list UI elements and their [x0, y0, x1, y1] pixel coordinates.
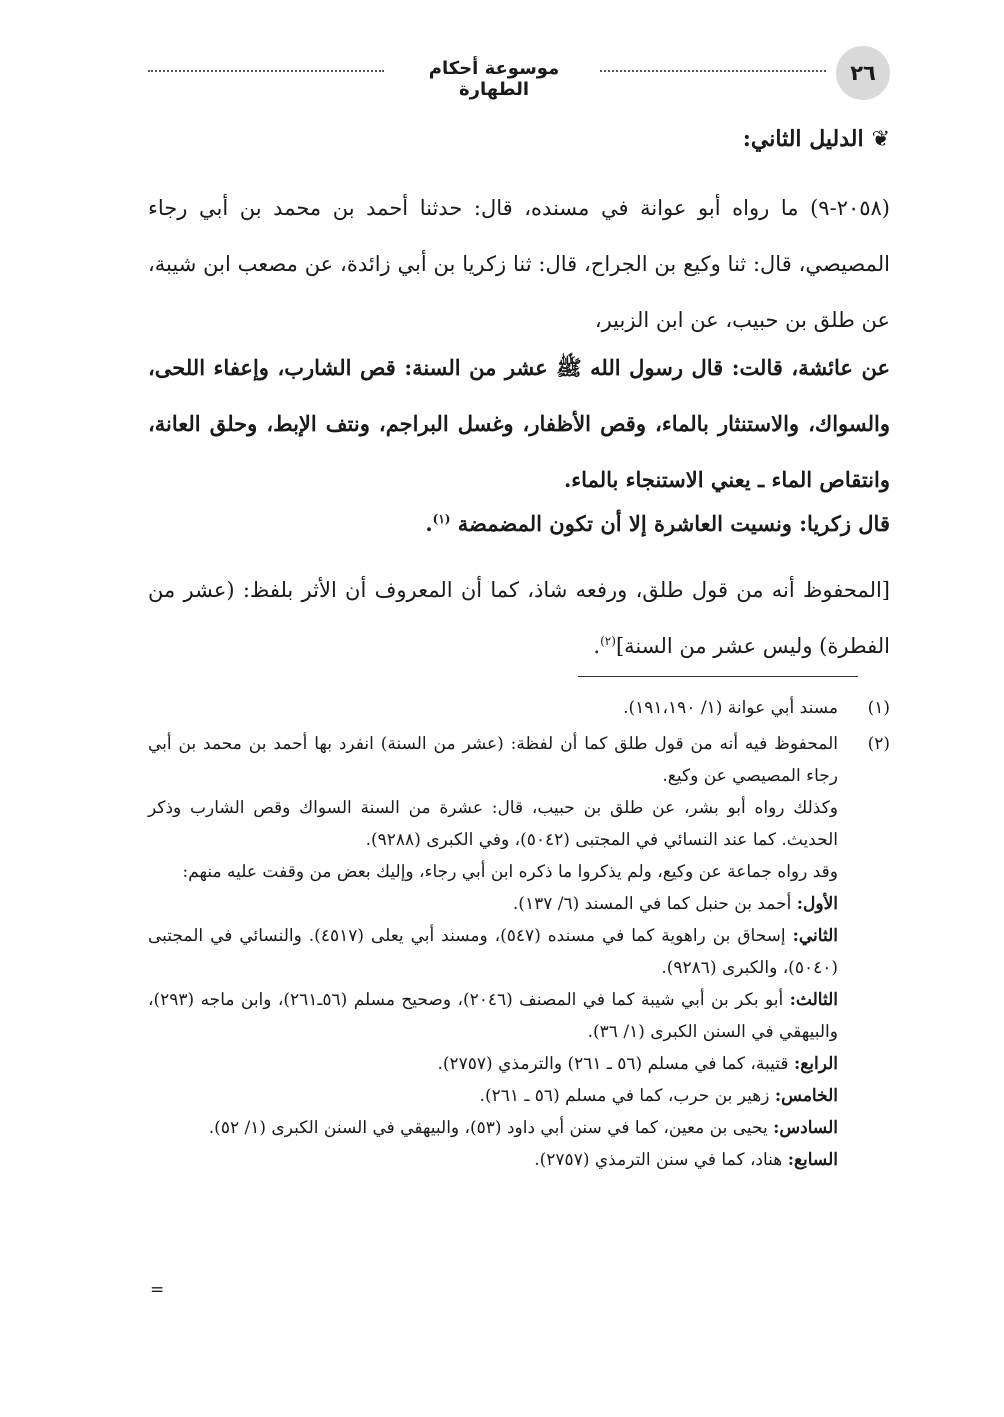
- footnote-para-b: وقد رواه جماعة عن وكيع، ولم يذكروا ما ذكره ابن أبي رجاء، وإليك بعض من وقفت عليه منهم:: [182, 862, 838, 882]
- heading-text: الدليل الثاني:: [742, 126, 864, 152]
- footnote-ref-1[interactable]: (١): [432, 512, 451, 526]
- item-label: الرابع:: [793, 1054, 838, 1074]
- section-heading: [148, 126, 890, 152]
- leaf-ornament-icon: ❦: [871, 127, 890, 152]
- item-text: أبو بكر بن أبي شيبة كما في المصنف (٢٠٤٦)، وصحيح مسلم (٥٦ـ٢٦١)، وابن ماجه (٢٩٣)، والبيهقي في السنن الكبرى (١/ ٣٦).: [148, 990, 838, 1042]
- item-label: السابع:: [787, 1150, 838, 1170]
- continuation-mark: =: [150, 1280, 165, 1300]
- item-text: هناد، كما في سنن الترمذي (٢٧٥٧).: [534, 1150, 788, 1170]
- zakariya-remark: [148, 500, 890, 548]
- footnote-ref-2[interactable]: (٢): [600, 634, 616, 648]
- footnote-item: [148, 920, 890, 984]
- item-label: الثالث:: [789, 990, 838, 1010]
- footnote-1: [148, 692, 890, 724]
- remark-end: .: [425, 511, 433, 536]
- footnote-item: [148, 888, 890, 920]
- ruling-text: [المحفوظ أنه من قول طلق، ورفعه شاذ، كما أن المعروف أن الأثر بلفظ: (عشر من الفطرة) وليس عشر من السنة]: [148, 578, 890, 658]
- footnote-para-a: وكذلك رواه أبو بشر، عن طلق بن حبيب، قال: عشرة من السنة السواك وقص الشارب وذكر الحديث. كما عند النسائي في المجتبى (٥٠٤٢)، وفي الكبرى (٩٢٨٨).: [148, 798, 838, 850]
- page-number: ٢٦: [836, 46, 890, 100]
- ruling-end: .: [593, 634, 601, 658]
- footnote-item: [148, 1048, 890, 1080]
- item-label: السادس:: [773, 1118, 838, 1138]
- item-text: زهير بن حرب، كما في مسلم (٥٦ ـ ٢٦١).: [479, 1086, 775, 1106]
- remark-text: قال زكريا: ونسيت العاشرة إلا أن تكون المضمضة: [457, 511, 890, 536]
- matn-text: عن عائشة، قالت: قال رسول الله ﷺ عشر من السنة: قص الشارب، وإعفاء اللحى، والسواك، والاستنثار بالماء، وقص الأظفار، وغسل البراجم، ونتف الإبط، وحلق العانة، وانتقاص الماء ـ يعني الاستنجاء بالماء.: [148, 355, 890, 492]
- footnote-item: [148, 984, 890, 1048]
- item-text: يحيى بن معين، كما في سنن أبي داود (٥٣)، والبيهقي في السنن الكبرى (١/ ٥٢).: [208, 1118, 774, 1138]
- item-text: إسحاق بن راهوية كما في مسنده (٥٤٧)، ومسند أبي يعلى (٤٥١٧). والنسائي في المجتبى (٥٠٤٠)، والكبرى (٩٢٨٦).: [148, 926, 838, 978]
- hadith-matn: [148, 340, 890, 508]
- footnote-item: [148, 1144, 890, 1176]
- running-title: موسوعة أحكام الطهارة: [428, 58, 560, 100]
- footnote-item: [148, 1080, 890, 1112]
- footnote-1-text: مسند أبي عوانة (١/ ١٩١،١٩٠).: [623, 698, 838, 718]
- item-label: الثاني:: [792, 926, 838, 946]
- footnote-2: [148, 728, 890, 792]
- ruling-note: [148, 562, 890, 674]
- footnote-2-number: (٢): [867, 734, 890, 754]
- footnotes: [148, 692, 890, 1176]
- item-label: الخامس:: [774, 1086, 838, 1106]
- footnote-item: [148, 1112, 890, 1144]
- header-dotted-rule-left: [148, 70, 384, 72]
- item-text: قتيبة، كما في مسلم (٥٦ ـ ٢٦١) والترمذي (٢٧٥٧).: [437, 1054, 794, 1074]
- item-text: أحمد بن حنبل كما في المسند (٦/ ١٣٧).: [512, 894, 797, 914]
- isnad-text: (٢٠٥٨-٩) ما رواه أبو عوانة في مسنده، قال: حدثنا أحمد بن محمد بن أبي رجاء المصيصي، قال: ثنا وكيع بن الجراح، قال: ثنا زكريا بن أبي زائدة، عن مصعب ابن شيبة، عن طلق بن حبيب، عن ابن الزبير،: [148, 196, 890, 332]
- footnote-2-text: المحفوظ فيه أنه من قول طلق كما أن لفظة: (عشر من السنة) انفرد بها أحمد بن محمد بن أبي رجاء المصيصي عن وكيع.: [148, 734, 838, 786]
- footnote-1-number: (١): [867, 698, 890, 718]
- footnote-separator: [578, 676, 858, 677]
- hadith-isnad: [148, 180, 890, 348]
- header-dotted-rule-right: [600, 70, 826, 72]
- item-label: الأول:: [796, 894, 838, 914]
